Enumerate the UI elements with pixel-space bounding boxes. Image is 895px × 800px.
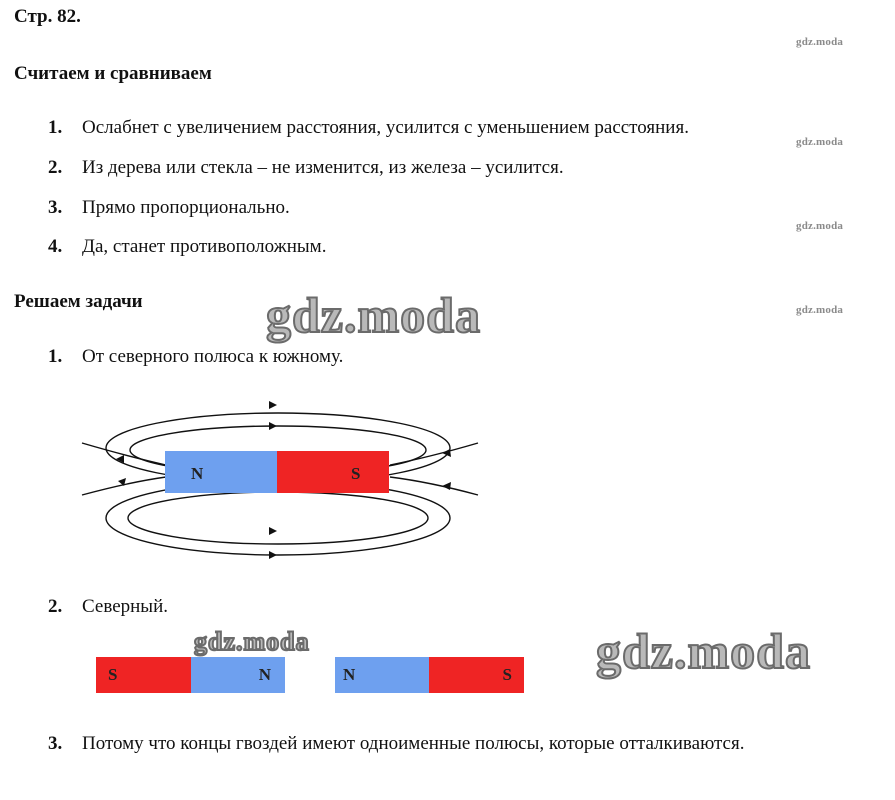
pole-label: N	[258, 665, 271, 684]
field-arrow	[269, 551, 277, 559]
watermark-medium: gdz.moda	[194, 627, 310, 656]
magnet-right-north	[335, 657, 429, 693]
item-number: 1.	[48, 346, 63, 367]
field-line	[128, 492, 428, 544]
item-text: Прямо пропорционально.	[82, 197, 290, 218]
watermark-small: gdz.moda	[796, 304, 844, 316]
watermark-large: gdz.moda	[596, 623, 811, 679]
item-text: Из дерева или стекла – не изменится, из железа – усилится.	[82, 157, 564, 178]
field-arrow	[269, 527, 277, 535]
pole-label: S	[502, 665, 512, 684]
watermark-small: gdz.moda	[796, 136, 844, 148]
item-number: 3.	[48, 197, 63, 218]
watermark-small: gdz.moda	[796, 36, 844, 48]
field-arrow	[442, 482, 451, 490]
magnet-south-pole	[277, 451, 389, 493]
item-number: 1.	[48, 117, 63, 138]
magnet-left-south	[96, 657, 191, 693]
south-label: S	[351, 464, 361, 483]
section-title-tasks: Решаем задачи	[14, 291, 143, 312]
list-item	[48, 346, 343, 368]
item-number: 3.	[48, 733, 63, 754]
item-number: 2.	[48, 596, 63, 617]
list-item	[48, 117, 689, 139]
item-text: От северного полюса к южному.	[82, 346, 344, 367]
item-text: Да, станет противоположным.	[82, 236, 327, 257]
item-number: 2.	[48, 157, 63, 178]
watermark-large: gdz.moda	[266, 287, 481, 343]
item-text: Потому что концы гвоздей имеют одноименные полюсы, которые отталкиваются.	[82, 733, 745, 754]
list-item	[48, 157, 564, 179]
field-arrow	[269, 401, 277, 409]
item-number: 4.	[48, 236, 63, 257]
page-reference: Стр. 82.	[14, 6, 81, 27]
pole-label: S	[108, 665, 118, 684]
item-text: Ослабнет с увеличением расстояния, усилится с уменьшением расстояния.	[82, 117, 689, 138]
field-line	[390, 443, 478, 465]
magnet-left	[96, 657, 285, 693]
magnetic-field-diagram	[70, 385, 490, 570]
list-item	[48, 596, 168, 618]
magnet-right	[335, 657, 524, 693]
pole-label: N	[343, 665, 356, 684]
field-arrow	[269, 422, 277, 430]
magnet-right-south	[429, 657, 524, 693]
list-item	[48, 733, 744, 755]
magnet-left-north	[191, 657, 285, 693]
north-label: N	[191, 464, 204, 483]
magnet-north-pole	[165, 451, 277, 493]
section-title-compare: Считаем и сравниваем	[14, 63, 212, 84]
item-text: Северный.	[82, 596, 168, 617]
list-item	[48, 236, 326, 258]
watermark-small: gdz.moda	[796, 220, 844, 232]
list-item	[48, 197, 290, 219]
